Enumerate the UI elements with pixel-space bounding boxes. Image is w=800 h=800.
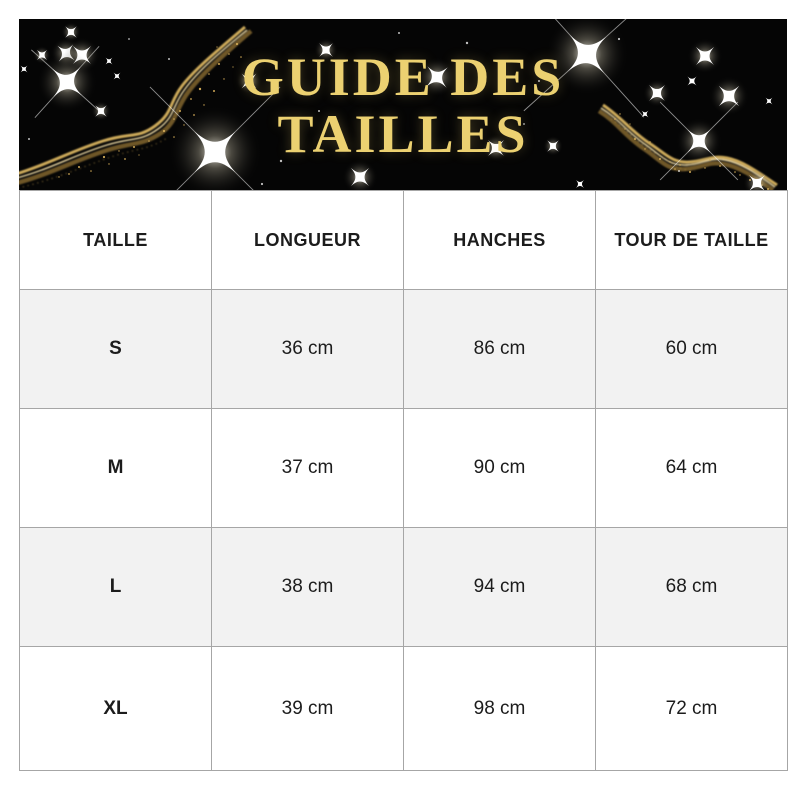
value-cell: 98 cm xyxy=(404,647,596,771)
size-cell: XL xyxy=(20,647,212,771)
header-cell-longueur: LONGUEUR xyxy=(212,191,404,290)
value-cell: 60 cm xyxy=(596,290,788,409)
value-cell: 94 cm xyxy=(404,528,596,647)
value-cell: 64 cm xyxy=(596,409,788,528)
value-cell: 68 cm xyxy=(596,528,788,647)
value-cell: 38 cm xyxy=(212,528,404,647)
value-cell: 36 cm xyxy=(212,290,404,409)
page-title-line2: TAILLES xyxy=(277,103,529,164)
banner xyxy=(19,19,787,190)
table-row-l xyxy=(20,528,788,647)
header-cell-hanches: HANCHES xyxy=(404,191,596,290)
table-row-xl xyxy=(20,647,788,771)
size-cell: L xyxy=(20,528,212,647)
size-cell: S xyxy=(20,290,212,409)
header-cell-taille: TAILLE xyxy=(20,191,212,290)
header-cell-tour-de-taille: TOUR DE TAILLE xyxy=(596,191,788,290)
page-title-line1: GUIDE DES xyxy=(241,46,565,107)
size-table xyxy=(19,190,788,771)
size-cell: M xyxy=(20,409,212,528)
value-cell: 86 cm xyxy=(404,290,596,409)
value-cell: 72 cm xyxy=(596,647,788,771)
table-row-m xyxy=(20,409,788,528)
value-cell: 90 cm xyxy=(404,409,596,528)
header-row xyxy=(20,191,788,290)
page-title xyxy=(19,48,787,162)
table-row-s xyxy=(20,290,788,409)
value-cell: 39 cm xyxy=(212,647,404,771)
value-cell: 37 cm xyxy=(212,409,404,528)
